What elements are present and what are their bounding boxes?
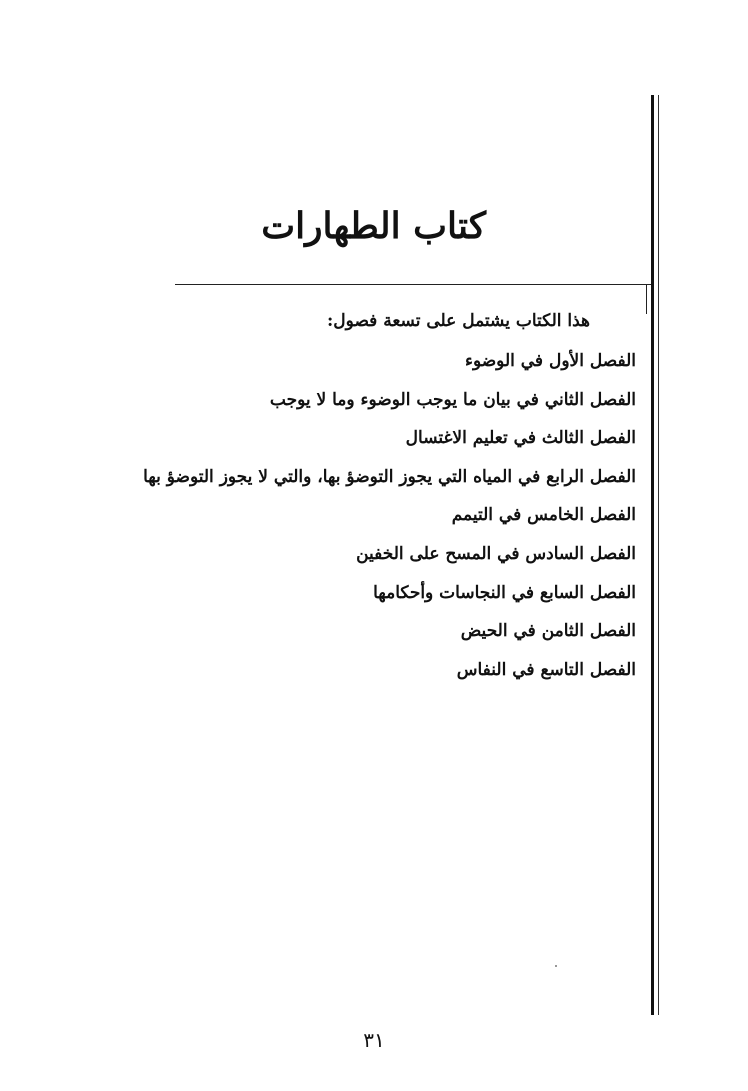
chapter-item-1: الفصل الأول في الوضوء [464,351,636,371]
chapter-item-3: الفصل الثالث في تعليم الاغتسال [405,428,636,449]
chapter-item-9: الفصل التاسع في النفاس [456,659,636,680]
margin-rule-thin [658,95,659,1015]
chapter-item-5: الفصل الخامس في التيمم [451,505,636,526]
intro-text: هذا الكتاب يشتمل على تسعة فصول: [327,311,590,331]
book-title: كتاب الطهارات [261,205,486,247]
chapter-item-6: الفصل السادس في المسح على الخفين [356,543,636,564]
divider-corner [646,284,647,314]
chapter-list [143,346,636,693]
chapter-item-8: الفصل الثامن في الحيض [460,621,636,642]
title-divider [175,284,651,285]
chapter-item-7: الفصل السابع في النجاسات وأحكامها [373,582,636,603]
scan-speck [555,965,557,967]
chapter-item-4: الفصل الرابع في المياه التي يجوز التوضؤ بها، والتي لا يجوز التوضؤ بها [143,466,636,487]
margin-rule-thick [651,95,654,1015]
page-number: ٣١ [363,1028,385,1052]
chapter-item-2: الفصل الثاني في بيان ما يوجب الوضوء وما لا يوجب [269,389,636,410]
